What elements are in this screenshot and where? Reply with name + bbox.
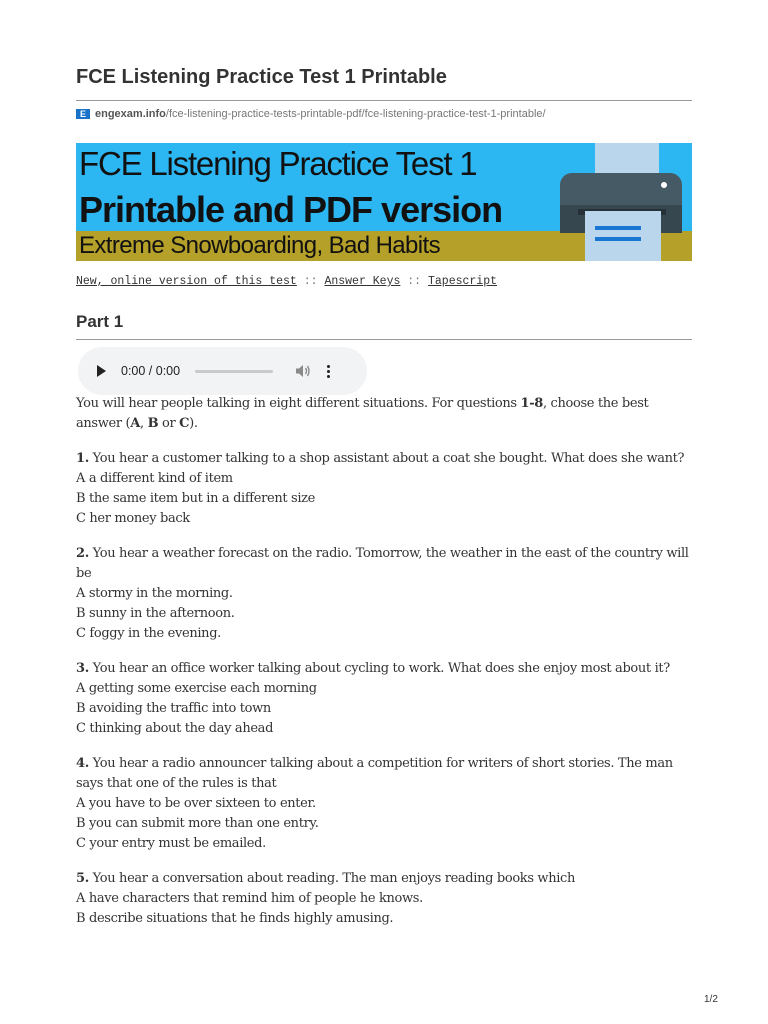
source-path[interactable]: /fce-listening-practice-tests-printable-pdf/fce-listening-practice-test-1-printable/ — [165, 108, 546, 120]
answer-option: C your entry must be emailed. — [76, 836, 266, 851]
audio-time: 0:00 / 0:00 — [121, 364, 181, 378]
banner-subtitle-line: Printable and PDF version — [79, 189, 503, 230]
answer-option: B sunny in the afternoon. — [76, 606, 235, 621]
answer-option: A a different kind of item — [76, 471, 233, 486]
answer-option: C her money back — [76, 511, 190, 526]
part-title: Part 1 — [76, 312, 124, 331]
link-separator: :: — [296, 275, 325, 288]
answer-option: B the same item but in a different size — [76, 491, 315, 506]
answer-option: A have characters that remind him of people he knows. — [76, 891, 423, 906]
questions-content — [76, 394, 696, 944]
question-5 — [76, 869, 696, 929]
site-logo-icon: E — [76, 109, 90, 119]
banner-image — [76, 143, 692, 261]
question-stem: 1. You hear a customer talking to a shop assistant about a coat she bought. What does she want? — [76, 451, 685, 466]
question-stem: 3. You hear an office worker talking about cycling to work. What does she enjoy most about it? — [76, 661, 670, 676]
audio-player — [78, 347, 367, 395]
question-1 — [76, 449, 696, 529]
answer-option: C foggy in the evening. — [76, 626, 221, 641]
answer-option: A getting some exercise each morning — [76, 681, 317, 696]
test-links — [76, 275, 497, 288]
source-domain[interactable]: engexam.info — [95, 108, 166, 120]
title-divider — [76, 100, 692, 101]
link-separator: :: — [400, 275, 428, 288]
online-version-link[interactable]: New, online version of this test — [76, 275, 297, 288]
question-4 — [76, 754, 696, 854]
answer-option: B you can submit more than one entry. — [76, 816, 319, 831]
tapescript-link[interactable]: Tapescript — [427, 275, 497, 288]
part-divider — [76, 339, 692, 340]
page-number: 1/2 — [704, 994, 718, 1005]
banner-topics-line: Extreme Snowboarding, Bad Habits — [79, 232, 441, 259]
play-icon[interactable] — [97, 365, 106, 377]
answer-option: A you have to be over sixteen to enter. — [76, 796, 316, 811]
page-title: FCE Listening Practice Test 1 Printable — [76, 66, 447, 88]
question-stem: 2. You hear a weather forecast on the radio. Tomorrow, the weather in the east of the country will be — [76, 546, 689, 581]
source-url[interactable] — [76, 108, 546, 120]
question-stem: 5. You hear a conversation about reading. The man enjoys reading books which — [76, 871, 575, 886]
instructions: You will hear people talking in eight different situations. For questions 1-8, choose the best answer (A, B or C). — [76, 396, 649, 431]
printer-icon — [556, 143, 692, 261]
audio-progress-slider[interactable] — [195, 370, 273, 373]
question-stem: 4. You hear a radio announcer talking about a competition for writers of short stories. The man says that one of the rules is that — [76, 756, 673, 791]
answer-keys-link[interactable]: Answer Keys — [324, 275, 401, 288]
volume-icon[interactable] — [295, 364, 311, 378]
answer-option: C thinking about the day ahead — [76, 721, 274, 736]
question-3 — [76, 659, 696, 739]
banner-title-line: FCE Listening Practice Test 1 — [79, 145, 477, 182]
answer-option: B describe situations that he finds highly amusing. — [76, 911, 394, 926]
question-2 — [76, 544, 696, 644]
answer-option: B avoiding the traffic into town — [76, 701, 271, 716]
more-options-icon[interactable] — [327, 365, 330, 378]
answer-option: A stormy in the morning. — [76, 586, 233, 601]
